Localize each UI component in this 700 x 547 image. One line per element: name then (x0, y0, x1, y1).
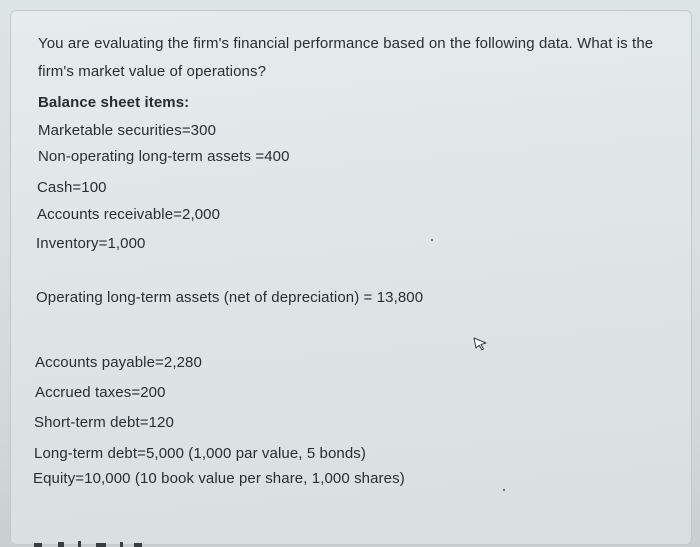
item-operating-assets: Operating long-term assets (net of depreciation) = 13,800 (36, 289, 424, 306)
item-non-operating-assets: Non-operating long-term assets =400 (38, 148, 290, 165)
item-accounts-receivable: Accounts receivable=2,000 (37, 206, 221, 223)
stray-dot (503, 489, 505, 491)
cut-off-text-fragment (34, 540, 144, 547)
question-line-1: You are evaluating the firm's financial performance based on the following data. What is the (38, 35, 654, 52)
stray-dot (431, 239, 433, 241)
item-accounts-payable: Accounts payable=2,280 (35, 354, 202, 371)
item-cash: Cash=100 (37, 179, 107, 196)
item-inventory: Inventory=1,000 (36, 235, 146, 252)
mouse-pointer-icon (472, 335, 488, 351)
document-page (10, 10, 692, 545)
item-long-term-debt: Long-term debt=5,000 (1,000 par value, 5 bonds) (34, 445, 367, 462)
item-marketable-securities: Marketable securities=300 (38, 122, 217, 139)
section-heading: Balance sheet items: (38, 94, 190, 111)
item-accrued-taxes: Accrued taxes=200 (35, 384, 166, 401)
item-equity: Equity=10,000 (10 book value per share, 1,000 shares) (33, 470, 405, 487)
item-short-term-debt: Short-term debt=120 (34, 414, 174, 431)
question-line-2: firm's market value of operations? (38, 63, 267, 80)
